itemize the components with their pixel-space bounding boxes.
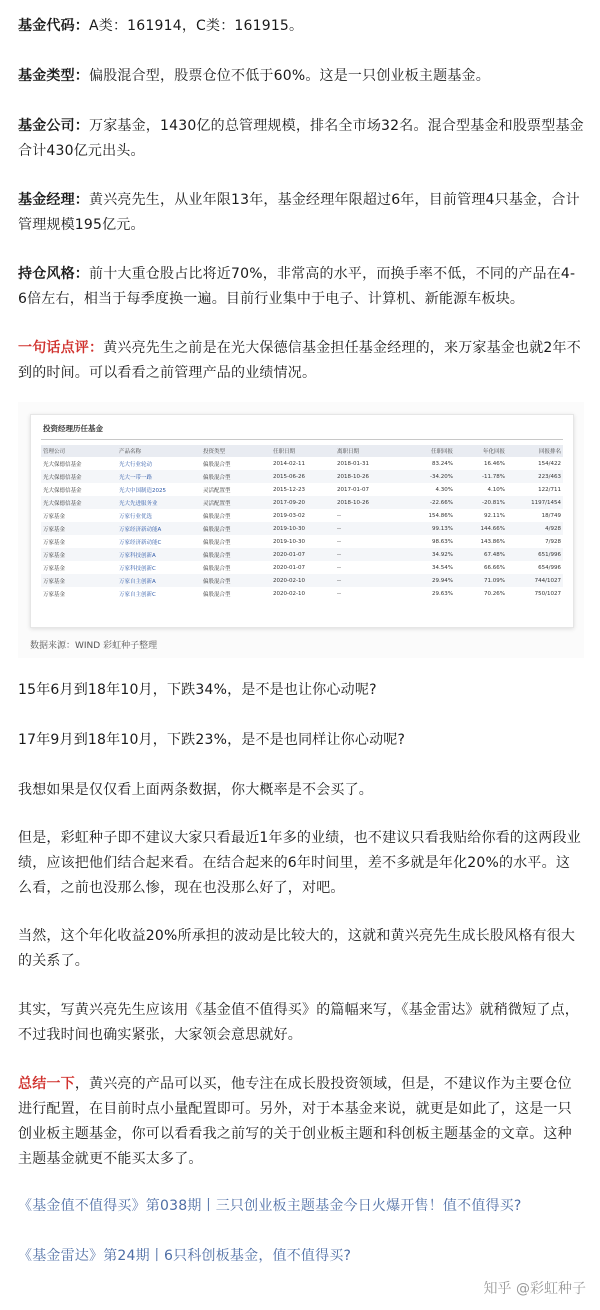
cell-rank: 4/928: [507, 522, 563, 535]
cell-end-date: --: [337, 538, 341, 545]
cell-end-date: 2018-01-31: [337, 460, 369, 467]
manager-history-figure: [18, 402, 584, 658]
cell-product: 光大中国制造2025: [119, 487, 166, 494]
cell-invest-type: 偏股混合型: [201, 522, 271, 535]
body-paragraph-5: 当然，这个年化收益20%所承担的波动是比较大的，这就和黄兴亮先生成长股风格有很大的关系了。: [18, 928, 576, 969]
fund-manager-label: 基金经理：: [18, 192, 89, 208]
cell-product: 万家经济新动能A: [117, 522, 201, 535]
cell-product: 光大行业轮动: [119, 461, 153, 468]
cell-rank: 7/928: [545, 538, 561, 545]
card-divider: [41, 439, 563, 440]
manager-history-table: [41, 445, 563, 600]
cell-end-date: 2018-10-26: [335, 470, 399, 483]
holding-style-label: 持仓风格：: [18, 266, 89, 282]
figure-source: 数据来源：WIND 彩虹种子整理: [30, 641, 158, 651]
fund-company-text: 万家基金，1430亿的总管理规模，排名全市场32名。混合型基金和股票型基金合计430亿元出头。: [18, 118, 584, 159]
cell-end-date: --: [335, 522, 399, 535]
zhihu-watermark: [484, 1278, 586, 1298]
cell-rank: 1197/1454: [507, 496, 563, 509]
cell-invest-type: 偏股混合型: [201, 574, 271, 587]
cell-start-date: 2019-10-30: [271, 522, 335, 535]
table-header-row: [41, 445, 563, 457]
summary-text: ，黄兴亮的产品可以买，他专注在成长股投资领域，但是，不建议作为主要仓位进行配置，在目前时点小量配置即可。另外，对于本基金来说，就更是如此了，这是一只创业板主题基金，你可以看看我之前写的关于创业板主题和科创板主题基金的文章。这种主题基金就更不能买太多了。: [18, 1076, 572, 1167]
table-row: [41, 561, 563, 574]
cell-start-date: 2020-01-07: [271, 548, 335, 561]
cell-start-date: 2020-01-07: [273, 564, 305, 571]
cell-rank: 18/749: [541, 512, 561, 519]
cell-product: 光大一带一路: [117, 470, 201, 483]
related-article-link-1[interactable]: 《基金值不值得买》第038期丨三只创业板主题基金今日火爆开售！值不值得买?: [18, 1198, 522, 1214]
manager-history-card: [30, 414, 574, 628]
cell-start-date: 2015-06-26: [271, 470, 335, 483]
cell-company: 万家基金: [43, 565, 66, 572]
cell-tenure-return: 83.24%: [432, 460, 453, 467]
holding-style-text: 前十大重仓股占比将近70%，非常高的水平，而换手率不低，不同的产品在4-6倍左右，相当于每季度换一遍。目前行业集中于电子、计算机、新能源车板块。: [18, 266, 576, 307]
cell-tenure-return: -34.20%: [399, 470, 455, 483]
fund-code-label: 基金代码：: [18, 18, 89, 34]
header-rank: 回报排名: [507, 445, 563, 457]
cell-annual-return: 67.48%: [455, 548, 507, 561]
cell-product: 光大先进服务业: [117, 496, 201, 509]
fund-type-label: 基金类型：: [18, 68, 89, 84]
table-row: [41, 574, 563, 587]
table-row: [41, 522, 563, 535]
cell-invest-type: 偏股混合型: [203, 565, 231, 572]
cell-annual-return: 16.46%: [484, 460, 505, 467]
table-row: [41, 548, 563, 561]
cell-company: 万家基金: [41, 522, 117, 535]
header-end-date: 离职日期: [335, 445, 399, 457]
header-start-date: 任职日期: [271, 445, 335, 457]
cell-tenure-return: -22.66%: [399, 496, 455, 509]
cell-start-date: 2020-02-10: [273, 590, 305, 597]
cell-rank: 122/711: [538, 486, 561, 493]
cell-annual-return: 92.11%: [484, 512, 505, 519]
cell-rank: 154/422: [538, 460, 561, 467]
cell-annual-return: 4.10%: [487, 486, 505, 493]
cell-company: 万家基金: [43, 591, 66, 598]
cell-start-date: 2015-12-23: [273, 486, 305, 493]
table-row: [41, 587, 563, 600]
body-paragraph-4: 但是，彩虹种子即不建议大家只看最近1年多的业绩，也不建议只看我贴给你看的这两段业绩，应该把他们结合起来看。在结合起来的6年时间里，差不多就是年化20%的水平。这么看，之前也没那么惨，现在也没那么好了，对吧。: [18, 830, 581, 896]
table-row: [41, 535, 563, 548]
one-line-comment-text: 黄兴亮先生之前是在光大保德信基金担任基金经理的，来万家基金也就2年不到的时间。可以看看之前管理产品的业绩情况。: [18, 340, 581, 381]
holding-style-paragraph: [18, 262, 584, 312]
cell-company: 万家基金: [41, 574, 117, 587]
watermark-text: 知乎 @彩虹种子: [483, 1281, 586, 1297]
cell-end-date: --: [337, 512, 341, 519]
fund-type-paragraph: [18, 64, 584, 89]
cell-start-date: 2019-03-02: [273, 512, 305, 519]
one-line-comment-paragraph: [18, 336, 584, 386]
cell-product: 万家自主创新C: [119, 591, 156, 598]
cell-tenure-return: 98.63%: [432, 538, 453, 545]
cell-end-date: --: [337, 590, 341, 597]
table-body: [41, 457, 563, 600]
table-row: [41, 496, 563, 509]
cell-invest-type: 偏股混合型: [203, 461, 231, 468]
cell-product: 万家科技创新C: [119, 565, 156, 572]
cell-product: 万家行业优选: [119, 513, 153, 520]
cell-invest-type: 灵活配置型: [201, 496, 271, 509]
cell-annual-return: 143.86%: [480, 538, 505, 545]
cell-rank: 651/996: [507, 548, 563, 561]
cell-end-date: 2017-01-07: [337, 486, 369, 493]
cell-annual-return: 70.26%: [484, 590, 505, 597]
cell-invest-type: 偏股混合型: [203, 513, 231, 520]
table-row: [41, 457, 563, 470]
cell-tenure-return: 154.86%: [428, 512, 453, 519]
fund-company-label: 基金公司：: [18, 118, 89, 134]
cell-company: 万家基金: [43, 513, 66, 520]
cell-product: 万家科技创新A: [117, 548, 201, 561]
cell-tenure-return: 34.92%: [399, 548, 455, 561]
cell-annual-return: -11.78%: [455, 470, 507, 483]
cell-company: 光大保德信基金: [43, 487, 82, 494]
header-invest-type: 投资类型: [201, 445, 271, 457]
cell-company: 光大保德信基金: [41, 470, 117, 483]
cell-tenure-return: 4.30%: [435, 486, 453, 493]
related-link-paragraph-2: [18, 1244, 584, 1269]
cell-rank: 750/1027: [534, 590, 561, 597]
body-paragraph-1: 15年6月到18年10月，下跌34%，是不是也让你心动呢?: [18, 682, 377, 698]
fund-code-text: A类：161914，C类：161915。: [89, 18, 304, 34]
body-paragraph-6: 其实，写黄兴亮先生应该用《基金值不值得买》的篇幅来写，《基金雷达》就稍微短了点，不过我时间也确实紧张，大家领会意思就好。: [18, 1002, 579, 1043]
cell-company: 光大保德信基金: [43, 461, 82, 468]
related-article-link-2[interactable]: 《基金雷达》第24期丨6只科创板基金，值不值得买?: [18, 1248, 352, 1264]
cell-end-date: 2018-10-26: [335, 496, 399, 509]
table-row: [41, 483, 563, 496]
cell-end-date: --: [335, 548, 399, 561]
cell-tenure-return: 29.63%: [432, 590, 453, 597]
cell-company: 万家基金: [43, 539, 66, 546]
manager-history-title: 投资经理历任基金: [43, 424, 103, 433]
cell-tenure-return: 29.94%: [399, 574, 455, 587]
table-row: [41, 509, 563, 522]
cell-company: 万家基金: [41, 548, 117, 561]
cell-product: 万家自主创新A: [117, 574, 201, 587]
cell-start-date: 2014-02-11: [273, 460, 305, 467]
cell-rank: 744/1027: [507, 574, 563, 587]
cell-tenure-return: 34.54%: [432, 564, 453, 571]
cell-rank: 223/463: [507, 470, 563, 483]
cell-end-date: --: [335, 574, 399, 587]
fund-manager-paragraph: [18, 188, 584, 238]
cell-annual-return: 144.66%: [455, 522, 507, 535]
cell-rank: 654/996: [538, 564, 561, 571]
summary-label: 总结一下: [18, 1076, 75, 1092]
cell-start-date: 2017-09-20: [271, 496, 335, 509]
table-row: [41, 470, 563, 483]
cell-company: 光大保德信基金: [41, 496, 117, 509]
one-line-comment-label: 一句话点评：: [18, 340, 104, 356]
fund-manager-text: 黄兴亮先生，从业年限13年，基金经理年限超过6年，目前管理4只基金，合计管理规模195亿元。: [18, 192, 580, 233]
cell-invest-type: 偏股混合型: [203, 539, 231, 546]
cell-annual-return: 66.66%: [484, 564, 505, 571]
summary-paragraph: [18, 1072, 584, 1172]
cell-product: 万家经济新动能C: [119, 539, 162, 546]
related-link-paragraph-1: [18, 1194, 584, 1219]
header-company: 管理公司: [41, 445, 117, 457]
cell-start-date: 2019-10-30: [273, 538, 305, 545]
body-paragraph-3: 我想如果是仅仅看上面两条数据，你大概率是不会买了。: [18, 782, 373, 798]
cell-annual-return: -20.81%: [455, 496, 507, 509]
fund-company-paragraph: [18, 114, 584, 164]
header-tenure-return: 任职回报: [399, 445, 455, 457]
fund-code-paragraph: [18, 14, 584, 39]
body-paragraph-2: 17年9月到18年10月，下跌23%，是不是也同样让你心动呢?: [18, 732, 406, 748]
fund-type-text: 偏股混合型，股票仓位不低于60%。这是一只创业板主题基金。: [89, 68, 490, 84]
header-annual-return: 年化回报: [455, 445, 507, 457]
cell-start-date: 2020-02-10: [271, 574, 335, 587]
cell-invest-type: 偏股混合型: [201, 470, 271, 483]
cell-annual-return: 71.09%: [455, 574, 507, 587]
cell-end-date: --: [337, 564, 341, 571]
cell-tenure-return: 99.13%: [399, 522, 455, 535]
cell-invest-type: 偏股混合型: [201, 548, 271, 561]
cell-invest-type: 灵活配置型: [203, 487, 231, 494]
cell-invest-type: 偏股混合型: [203, 591, 231, 598]
header-product: 产品名称: [117, 445, 201, 457]
